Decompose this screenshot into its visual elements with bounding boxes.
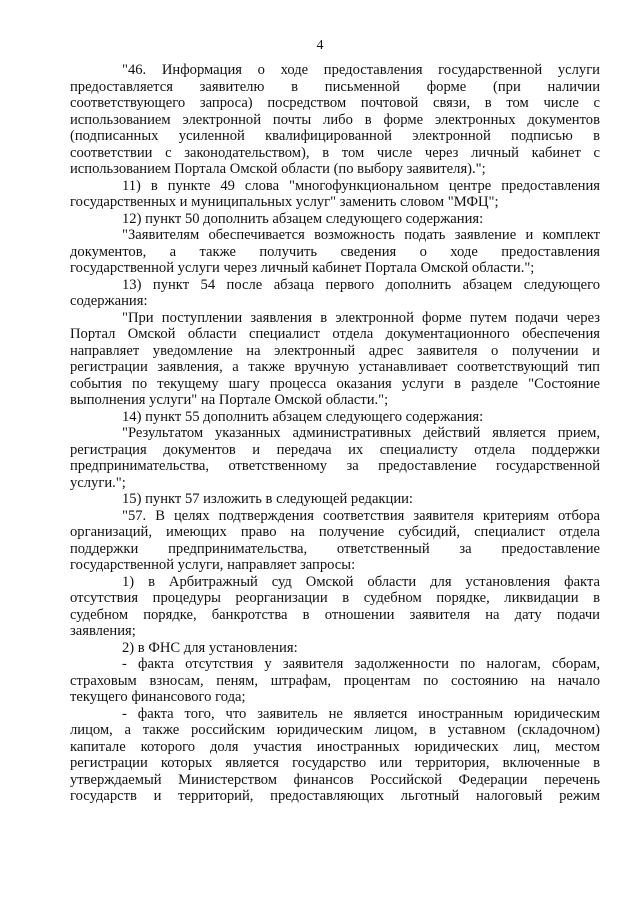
text-line: "57. В целях подтверждения соответствия заявителя критериям отбора [122, 507, 600, 524]
text-line: предпринимательства, ответственному за предоставление государственной [70, 458, 600, 474]
document-body [70, 62, 600, 805]
text-line: утверждаемый Министерством финансов Российской Федерации перечень [70, 771, 600, 788]
text-line: 2) в ФНС для установления: [122, 639, 298, 656]
text-line: капитале которого доля участия иностранных юридических лиц, местом [70, 738, 600, 755]
text-line: документов, а также получить сведения о ходе предоставления [70, 243, 600, 260]
text-line: поддержки предпринимательства, ответственный за предоставление [70, 540, 600, 557]
text-line: "Заявителям обеспечивается возможность подать заявление и комплект [122, 227, 600, 243]
text-line: выполнения услуги" на Портале Омской области."; [70, 392, 389, 408]
page-number: 4 [316, 38, 324, 53]
text-line: (подписанных усиленной квалифицированной электронной подписью в [70, 128, 600, 144]
text-line: отсутствия процедуры реорганизации в судебном порядке, ликвидации в [70, 590, 600, 606]
text-line: 13) пункт 54 после абзаца первого дополнить абзацем следующего [122, 276, 600, 293]
text-line: направляет уведомление на электронный адрес заявителя о получении и [70, 342, 600, 359]
text-line: - факта того, что заявитель не является иностранным юридическим [122, 705, 600, 722]
text-line: Портал Омской области специалист отдела документационного обеспечения [70, 326, 600, 342]
text-line: государственных и муниципальных услуг" заменить словом "МФЦ"; [70, 194, 499, 210]
text-line: - факта отсутствия у заявителя задолженности по налогам, сборам, [122, 656, 600, 672]
text-line: 1) в Арбитражный суд Омской области для установления факта [122, 573, 600, 590]
text-line: 12) пункт 50 дополнить абзацем следующего содержания: [122, 210, 484, 227]
text-line: организаций, имеющих право на получение субсидий, специалист отдела [70, 524, 600, 540]
text-line: "Результатом указанных административных действий является прием, [122, 425, 600, 441]
text-line: соответствующего запроса) посредством почтовой связи, в том числе с [70, 95, 600, 111]
text-line: лицом, а также российским юридическим лицом, в уставном (складочном) [70, 722, 600, 738]
text-line: текущего финансового года; [70, 689, 246, 705]
text-line: страховым взносам, пеням, штрафам, процентам по состоянию на начало [70, 672, 600, 689]
text-line: "46. Информация о ходе предоставления государственной услуги [122, 62, 600, 78]
text-line: 15) пункт 57 изложить в следующей редакции: [122, 491, 413, 507]
text-line: услуги."; [70, 474, 126, 491]
text-line: заявления; [70, 623, 136, 639]
text-line: государств и территорий, предоставляющих льготный налоговый режим [70, 788, 600, 804]
text-line: использованием электронной почты либо в форме электронных документов [70, 111, 600, 128]
text-line: регистрации заявления, а также вручную устанавливает соответствующий тип [70, 359, 600, 375]
text-line: использованием Портала Омской области (по выбору заявителя)."; [70, 161, 486, 177]
text-line: 14) пункт 55 дополнить абзацем следующего содержания: [122, 408, 484, 425]
text-line: события по текущему шагу процесса оказания услуги в разделе "Состояние [70, 375, 600, 392]
text-line: соответствии с законодательством), в том числе через личный кабинет с [70, 144, 600, 161]
text-line: 11) в пункте 49 слова "многофункциональном центре предоставления [122, 177, 600, 194]
text-line: регистрация документов и передача их специалисту отдела поддержки [70, 441, 600, 458]
text-line: предоставляется заявителю в письменной форме (при наличии [70, 78, 600, 95]
text-line: "При поступлении заявления в электронной форме путем подачи через [122, 309, 600, 326]
text-line: регистрации которых является государство или территория, включенные в [70, 755, 600, 771]
text-line: государственной услуги через личный кабинет Портала Омской области."; [70, 260, 535, 276]
text-line: государственной услуги, направляет запросы: [70, 557, 356, 573]
text-line: содержания: [70, 293, 148, 309]
text-line: судебном порядке, банкротства в отношении заявителя на дату подачи [70, 606, 600, 623]
